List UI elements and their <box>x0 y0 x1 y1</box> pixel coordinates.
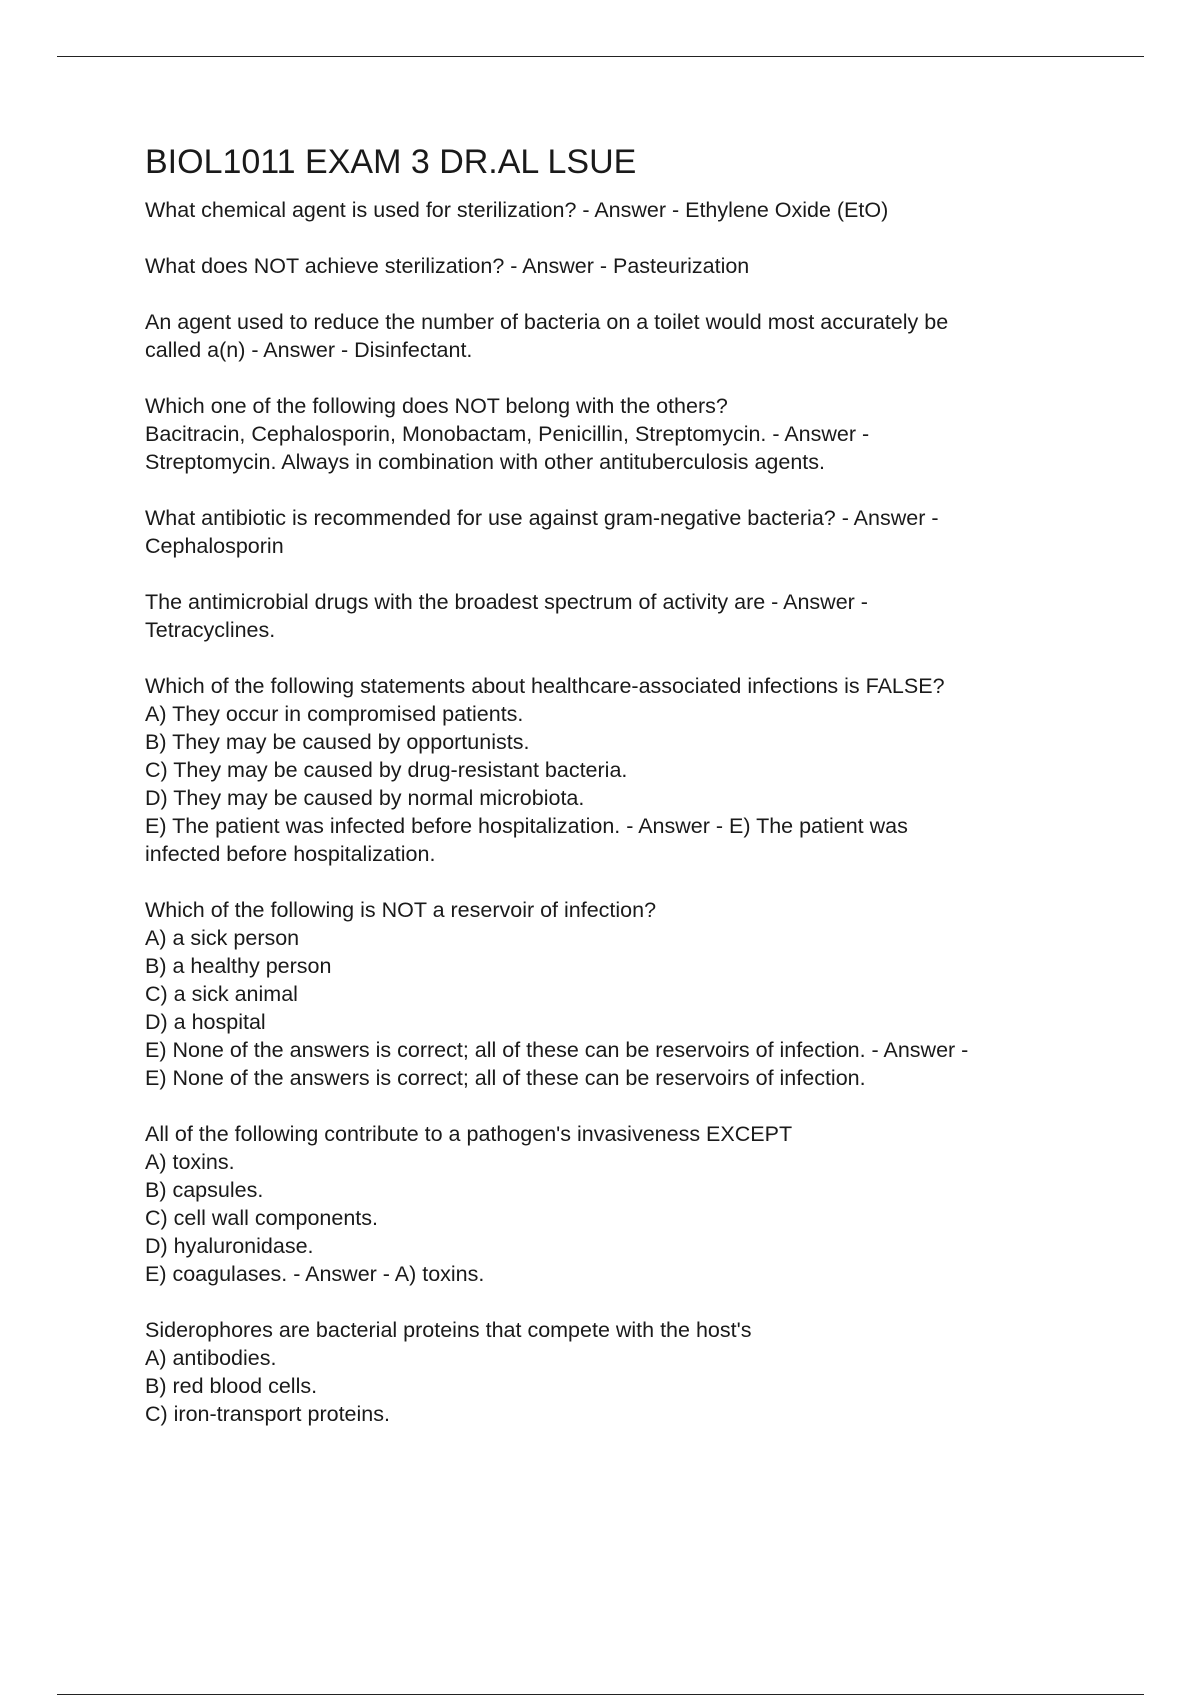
qa-line: D) hyaluronidase. <box>145 1234 314 1258</box>
qa-line: Bacitracin, Cephalosporin, Monobactam, Penicillin, Streptomycin. - Answer - <box>145 422 870 446</box>
qa-entry <box>145 308 1105 364</box>
top-divider <box>57 56 1144 57</box>
qa-line: Streptomycin. Always in combination with other antituberculosis agents. <box>145 450 825 474</box>
qa-line: D) They may be caused by normal microbiota. <box>145 786 585 810</box>
qa-entry <box>145 196 1105 224</box>
qa-line: Siderophores are bacterial proteins that compete with the host's <box>145 1318 752 1342</box>
bottom-divider <box>57 1694 1144 1695</box>
qa-entry <box>145 1316 1105 1428</box>
qa-line: Which of the following statements about healthcare-associated infections is FALSE? <box>145 674 945 698</box>
qa-line: A) toxins. <box>145 1150 235 1174</box>
qa-line: E) The patient was infected before hospitalization. - Answer - E) The patient was <box>145 814 908 838</box>
qa-line: B) red blood cells. <box>145 1374 318 1398</box>
qa-entry <box>145 252 1105 280</box>
qa-line: B) capsules. <box>145 1178 264 1202</box>
qa-line: B) a healthy person <box>145 954 332 978</box>
qa-entry <box>145 588 1105 644</box>
qa-entry <box>145 896 1105 1092</box>
document-title: BIOL1011 EXAM 3 DR.AL LSUE <box>145 143 637 181</box>
qa-line: Which one of the following does NOT belong with the others? <box>145 394 728 418</box>
qa-line: A) They occur in compromised patients. <box>145 702 524 726</box>
qa-line: E) None of the answers is correct; all of these can be reservoirs of infection. - Answer - <box>145 1038 969 1062</box>
qa-entry <box>145 1120 1105 1288</box>
qa-line: A) antibodies. <box>145 1346 277 1370</box>
qa-line: B) They may be caused by opportunists. <box>145 730 530 754</box>
qa-line: called a(n) - Answer - Disinfectant. <box>145 338 473 362</box>
qa-line: C) They may be caused by drug-resistant bacteria. <box>145 758 628 782</box>
document-body <box>145 142 1105 1456</box>
qa-line: Which of the following is NOT a reservoir of infection? <box>145 898 657 922</box>
qa-line: infected before hospitalization. <box>145 842 436 866</box>
qa-line: What chemical agent is used for sterilization? - Answer - Ethylene Oxide (EtO) <box>145 198 889 222</box>
qa-entry <box>145 504 1105 560</box>
qa-line: C) cell wall components. <box>145 1206 379 1230</box>
qa-line: C) iron-transport proteins. <box>145 1402 390 1426</box>
qa-line: What antibiotic is recommended for use against gram-negative bacteria? - Answer - <box>145 506 939 530</box>
qa-line: What does NOT achieve sterilization? - Answer - Pasteurization <box>145 254 750 278</box>
qa-line: E) coagulases. - Answer - A) toxins. <box>145 1262 485 1286</box>
qa-entry <box>145 392 1105 476</box>
qa-line: C) a sick animal <box>145 982 298 1006</box>
qa-line: The antimicrobial drugs with the broadest spectrum of activity are - Answer - <box>145 590 868 614</box>
qa-line: Cephalosporin <box>145 534 284 558</box>
qa-line: D) a hospital <box>145 1010 266 1034</box>
qa-line: An agent used to reduce the number of bacteria on a toilet would most accurately be <box>145 310 949 334</box>
qa-line: A) a sick person <box>145 926 300 950</box>
qa-line: E) None of the answers is correct; all of these can be reservoirs of infection. <box>145 1066 866 1090</box>
qa-line: All of the following contribute to a pathogen's invasiveness EXCEPT <box>145 1122 793 1146</box>
qa-line: Tetracyclines. <box>145 618 276 642</box>
qa-entry <box>145 672 1105 868</box>
